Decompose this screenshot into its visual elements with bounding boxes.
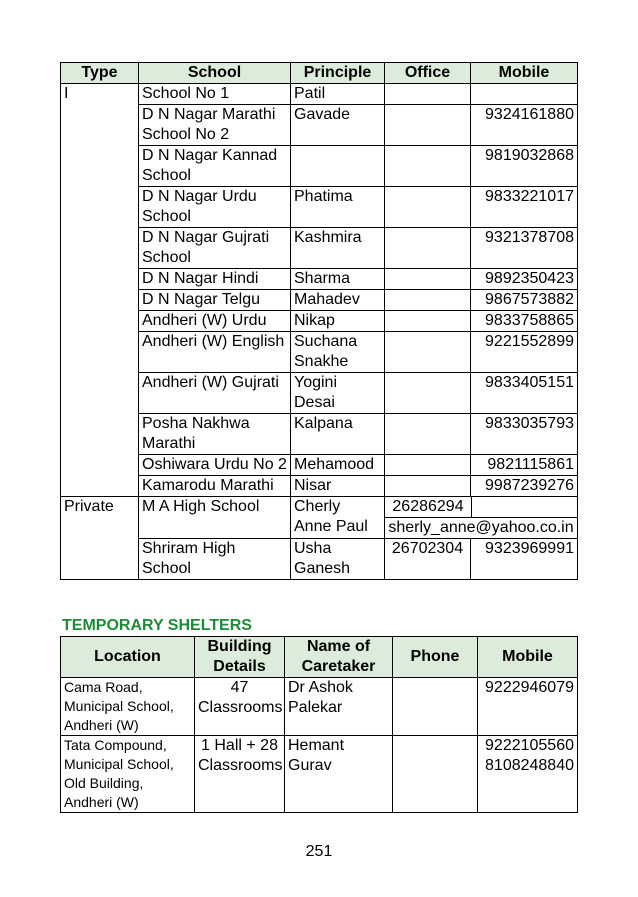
office-cell: [385, 269, 471, 290]
mobile-cell: 9833221017: [471, 187, 578, 228]
principal-cell: Usha Ganesh: [291, 539, 385, 580]
office-cell: [385, 146, 471, 187]
col-header-mobile: Mobile: [478, 637, 578, 678]
school-cell: D N Nagar Urdu School: [139, 187, 291, 228]
school-cell: School No 1: [139, 84, 291, 105]
table-row: [61, 455, 578, 476]
col-header-phone: Phone: [393, 637, 478, 678]
mobile-cell: 9323969991: [471, 539, 578, 580]
table-row: [61, 228, 578, 269]
mobile-cell: 9321378708: [471, 228, 578, 269]
mobile-cell: 9222946079: [478, 678, 578, 736]
office-cell: [385, 455, 471, 476]
principal-cell: [291, 146, 385, 187]
shelters-table-header: [61, 637, 578, 678]
col-header-type: Type: [61, 63, 139, 84]
email-cell: sherly_anne@yahoo.co.in: [388, 519, 574, 536]
principal-cell: Patil: [291, 84, 385, 105]
phone-cell: [393, 678, 478, 736]
principal-cell: Kalpana: [291, 414, 385, 455]
office-cell: [385, 290, 471, 311]
school-cell: D N Nagar Gujrati School: [139, 228, 291, 269]
type-cell: Private: [61, 497, 139, 580]
office-cell: [385, 373, 471, 414]
school-cell: D N Nagar Kannad School: [139, 146, 291, 187]
principal-cell: Sharma: [291, 269, 385, 290]
principal-cell: Yogini Desai: [291, 373, 385, 414]
table-row: [61, 332, 578, 373]
shelters-table: [60, 636, 578, 813]
principal-cell: Suchana Snakhe: [291, 332, 385, 373]
table-row: [61, 476, 578, 497]
mobile-cell: 9222105560 8108248840: [478, 736, 578, 813]
location-cell: Cama Road, Municipal School, Andheri (W): [61, 678, 195, 736]
mobile-cell: 9987239276: [471, 476, 578, 497]
col-header-location: Location: [61, 637, 195, 678]
type-cell: I: [61, 84, 139, 497]
office-cell: [385, 228, 471, 269]
mobile-cell: [471, 84, 578, 105]
col-header-mobile: Mobile: [471, 63, 578, 84]
principal-cell: Kashmira: [291, 228, 385, 269]
office-cell: [385, 476, 471, 497]
col-header-principle: Principle: [291, 63, 385, 84]
mobile-cell: 9892350423: [471, 269, 578, 290]
table-row: [61, 373, 578, 414]
schools-table: [60, 62, 578, 580]
table-row: [61, 678, 578, 736]
mobile-cell: 9221552899: [471, 332, 578, 373]
mobile-cell: 9833758865: [471, 311, 578, 332]
col-header-school: School: [139, 63, 291, 84]
mobile-cell: 9867573882: [471, 290, 578, 311]
location-cell: Tata Compound, Municipal School, Old Building, Andheri (W): [61, 736, 195, 813]
mobile-cell: 9819032868: [471, 146, 578, 187]
table-row: [61, 311, 578, 332]
office-email-cell: [385, 497, 578, 539]
mobile-cell: 9821115861: [471, 455, 578, 476]
principal-cell: Cherly Anne Paul: [291, 497, 385, 539]
table-row: [61, 187, 578, 228]
schools-table-header: [61, 63, 578, 84]
school-cell: Shriram High School: [139, 539, 291, 580]
caretaker-cell: Dr Ashok Palekar: [285, 678, 393, 736]
office-cell: [385, 84, 471, 105]
section-heading: TEMPORARY SHELTERS: [62, 617, 252, 634]
table-row: [61, 290, 578, 311]
principal-cell: Nikap: [291, 311, 385, 332]
principal-cell: Nisar: [291, 476, 385, 497]
mobile-cell: 9833035793: [471, 414, 578, 455]
office-cell: 26702304: [385, 539, 471, 580]
office-cell: [385, 105, 471, 146]
phone-cell: [393, 736, 478, 813]
school-cell: M A High School: [139, 497, 291, 539]
table-row: [61, 539, 578, 580]
page-number: 251: [305, 843, 333, 860]
office-cell: [385, 414, 471, 455]
office-cell: [385, 187, 471, 228]
school-cell: D N Nagar Marathi School No 2: [139, 105, 291, 146]
school-cell: Kamarodu Marathi: [139, 476, 291, 497]
school-cell: Oshiwara Urdu No 2: [139, 455, 291, 476]
table-row: [61, 269, 578, 290]
mobile-cell: 9324161880: [471, 105, 578, 146]
building-cell: 47 Classrooms: [195, 678, 285, 736]
office-cell: 26286294: [385, 497, 472, 517]
school-cell: D N Nagar Hindi: [139, 269, 291, 290]
col-header-building: Building Details: [195, 637, 285, 678]
school-cell: Andheri (W) Urdu: [139, 311, 291, 332]
col-header-office: Office: [385, 63, 471, 84]
caretaker-cell: Hemant Gurav: [285, 736, 393, 813]
school-cell: Posha Nakhwa Marathi: [139, 414, 291, 455]
table-row: [61, 414, 578, 455]
table-row: [61, 146, 578, 187]
school-cell: D N Nagar Telgu: [139, 290, 291, 311]
office-cell: [385, 332, 471, 373]
col-header-caretaker: Name of Caretaker: [285, 637, 393, 678]
building-cell: 1 Hall + 28 Classrooms: [195, 736, 285, 813]
principal-cell: Mehamood: [291, 455, 385, 476]
table-row: [61, 736, 578, 813]
table-row: [61, 497, 578, 539]
mobile-cell: 9833405151: [471, 373, 578, 414]
table-row: [61, 84, 578, 105]
office-cell: [385, 311, 471, 332]
table-row: [61, 105, 578, 146]
school-cell: Andheri (W) Gujrati: [139, 373, 291, 414]
principal-cell: Mahadev: [291, 290, 385, 311]
principal-cell: Phatima: [291, 187, 385, 228]
school-cell: Andheri (W) English: [139, 332, 291, 373]
principal-cell: Gavade: [291, 105, 385, 146]
